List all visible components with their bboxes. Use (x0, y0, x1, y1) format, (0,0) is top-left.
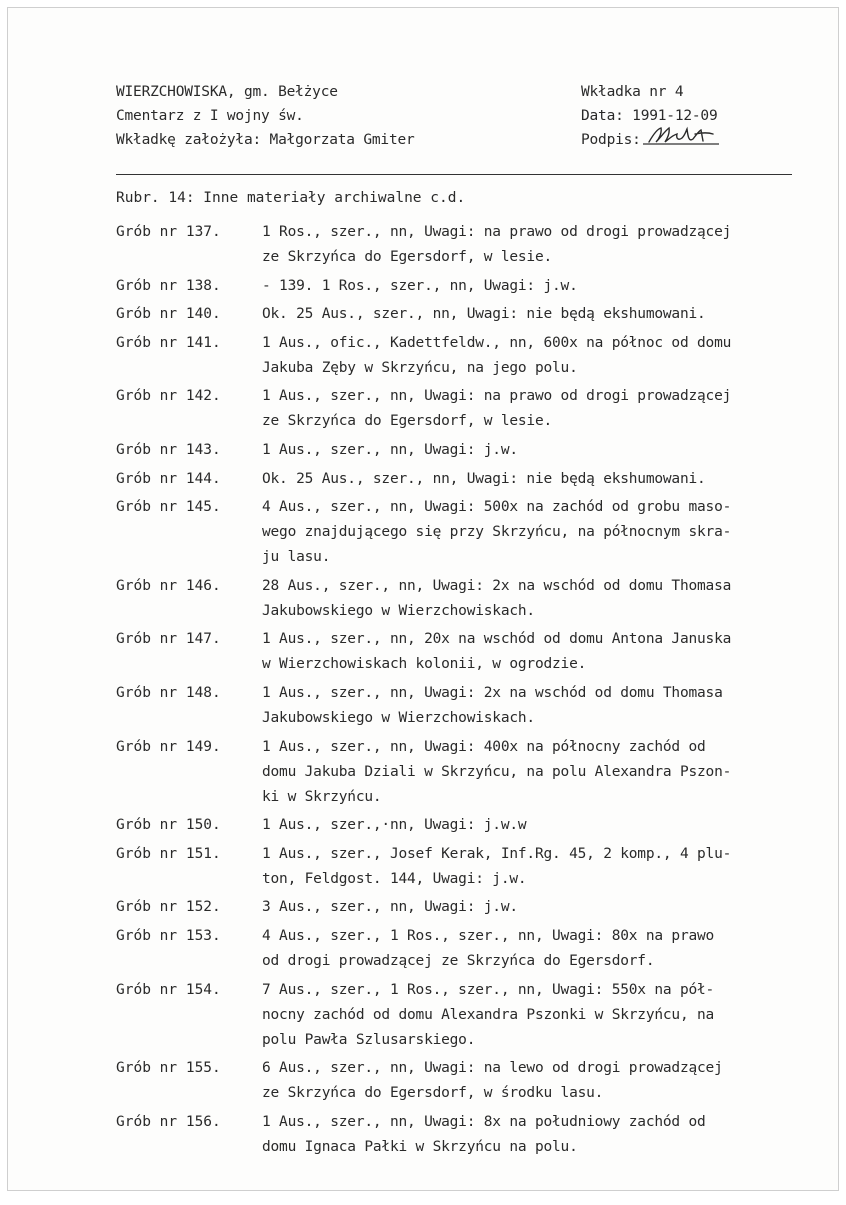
grave-description (262, 574, 836, 624)
grave-description-line: 1 Ros., szer., nn, Uwagi: na prawo od drogi prowadzącej (262, 224, 732, 240)
grave-description (262, 467, 836, 492)
grave-number: Grób nr 140. (116, 306, 221, 323)
grave-entry (116, 220, 836, 270)
document-body (116, 186, 836, 1163)
header-signature-row (581, 128, 725, 152)
grave-description-line: Ok. 25 Aus., szer., nn, Uwagi: nie będą ekshumowani. (262, 470, 706, 487)
grave-description-line: 1 Aus., szer., nn, Uwagi: na prawo od drogi prowadzącej (262, 388, 732, 405)
grave-description (262, 924, 836, 974)
grave-entry (116, 627, 836, 677)
grave-entry (116, 467, 836, 492)
grave-description (262, 1056, 836, 1106)
grave-description-line: w Wierzchowiskach kolonii, w ogrodzie. (262, 656, 587, 673)
grave-description (262, 978, 836, 1053)
grave-description-line: Jakubowskiego w Wierzchowiskach. (262, 602, 535, 619)
grave-number: Grób nr 155. (116, 1060, 221, 1077)
grave-description-line: nocny zachód od domu Alexandra Pszonki w Skrzyńcu, na (262, 1006, 715, 1023)
grave-description (262, 220, 836, 270)
rubric-heading: Rubr. 14: Inne materiały archiwalne c.d. (116, 190, 466, 206)
grave-number: Grób nr 147. (116, 631, 221, 648)
grave-description-line: Jakubowskiego w Wierzchowiskach. (262, 709, 535, 726)
grave-entry (116, 438, 836, 463)
grave-description-line: ki w Skrzyńcu. (262, 788, 382, 805)
grave-description-line: ze Skrzyńca do Egersdorf, w lesie. (262, 249, 553, 265)
grave-number: Grób nr 143. (116, 441, 221, 458)
grave-entry (116, 813, 836, 838)
grave-number: Grób nr 144. (116, 470, 221, 487)
grave-description-line: 4 Aus., szer., 1 Ros., szer., nn, Uwagi: 80x na prawo (262, 927, 715, 944)
grave-description-line: - 139. 1 Ros., szer., nn, Uwagi: j.w. (262, 277, 578, 294)
document-page (7, 7, 839, 1191)
grave-entry (116, 495, 836, 570)
grave-description (262, 895, 836, 920)
grave-description-line: od drogi prowadzącej ze Skrzyńca do Egersdorf. (262, 952, 655, 969)
header-author: Wkładkę założyła: Małgorzata Gmiter (116, 132, 415, 148)
grave-entry (116, 978, 836, 1053)
grave-entries-list (116, 220, 836, 1160)
grave-entry (116, 842, 836, 892)
grave-number: Grób nr 145. (116, 499, 221, 516)
grave-description-line: wego znajdującego się przy Skrzyńcu, na północnym skra- (262, 524, 732, 541)
grave-description-line: polu Pawła Szlusarskiego. (262, 1031, 476, 1048)
grave-number: Grób nr 156. (116, 1113, 221, 1130)
grave-description-line: ton, Feldgost. 144, Uwagi: j.w. (262, 870, 527, 887)
grave-description-line: 4 Aus., szer., nn, Uwagi: 500x na zachód od grobu maso- (262, 499, 732, 516)
grave-description-line: Jakuba Zęby w Skrzyńcu, na jego polu. (262, 359, 578, 376)
header-cemetery: Cmentarz z I wojny św. (116, 108, 304, 124)
header-left-block (116, 80, 415, 152)
header-divider (116, 174, 792, 175)
grave-description-line: ze Skrzyńca do Egersdorf, w środku lasu. (262, 1085, 604, 1102)
grave-description (262, 331, 836, 381)
signature-label: Podpis: (581, 132, 641, 148)
handwritten-signature (643, 125, 725, 147)
grave-number: Grób nr 141. (116, 334, 221, 351)
grave-description-line: 1 Aus., szer., nn, Uwagi: 2x na wschód od domu Thomasa (262, 684, 723, 701)
grave-entry (116, 895, 836, 920)
grave-description (262, 384, 836, 434)
grave-entry (116, 1110, 836, 1160)
grave-description-line: 1 Aus., szer., Josef Kerak, Inf.Rg. 45, 2 komp., 4 plu- (262, 845, 732, 862)
grave-description (262, 438, 836, 463)
header-insert-number: Wkładka nr 4 (581, 84, 684, 100)
grave-entry (116, 331, 836, 381)
grave-description-line: domu Jakuba Dziali w Skrzyńcu, na polu Alexandra Pszon- (262, 763, 732, 780)
grave-number: Grób nr 137. (116, 224, 221, 240)
grave-description (262, 735, 836, 810)
grave-description (262, 842, 836, 892)
grave-description-line: 1 Aus., szer., nn, Uwagi: j.w. (262, 441, 518, 458)
grave-description-line: 28 Aus., szer., nn, Uwagi: 2x na wschód od domu Thomasa (262, 577, 732, 594)
grave-number: Grób nr 148. (116, 684, 221, 701)
grave-number: Grób nr 142. (116, 388, 221, 405)
grave-number: Grób nr 154. (116, 981, 221, 998)
grave-number: Grób nr 149. (116, 738, 221, 755)
grave-description (262, 1110, 836, 1160)
header-right-block (581, 80, 725, 152)
grave-entry (116, 384, 836, 434)
grave-description (262, 302, 836, 327)
grave-number: Grób nr 138. (116, 277, 221, 294)
grave-description (262, 274, 836, 299)
grave-entry (116, 302, 836, 327)
grave-description-line: ju lasu. (262, 549, 331, 566)
grave-description-line: 7 Aus., szer., 1 Ros., szer., nn, Uwagi: 550x na pół- (262, 981, 715, 998)
header-date: Data: 1991-12-09 (581, 108, 718, 124)
grave-number: Grób nr 152. (116, 899, 221, 916)
grave-number: Grób nr 146. (116, 577, 221, 594)
grave-description-line: domu Ignaca Pałki w Skrzyńcu na polu. (262, 1138, 578, 1155)
grave-entry (116, 1056, 836, 1106)
header-locality: WIERZCHOWISKA, gm. Bełżyce (116, 84, 338, 100)
grave-description (262, 681, 836, 731)
grave-number: Grób nr 153. (116, 927, 221, 944)
grave-description-line: 1 Aus., szer.,·nn, Uwagi: j.w.w (262, 817, 527, 834)
grave-entry (116, 735, 836, 810)
grave-entry (116, 681, 836, 731)
grave-description-line: 1 Aus., szer., nn, 20x na wschód od domu Antona Januska (262, 631, 732, 648)
grave-description (262, 495, 836, 570)
grave-description-line: ze Skrzyńca do Egersdorf, w lesie. (262, 413, 553, 430)
grave-entry (116, 574, 836, 624)
grave-description (262, 813, 836, 838)
grave-number: Grób nr 150. (116, 817, 221, 834)
grave-description-line: 1 Aus., szer., nn, Uwagi: 8x na południowy zachód od (262, 1113, 706, 1130)
grave-description (262, 627, 836, 677)
grave-description-line: 1 Aus., ofic., Kadettfeldw., nn, 600x na północ od domu (262, 334, 732, 351)
grave-entry (116, 274, 836, 299)
grave-description-line: 6 Aus., szer., nn, Uwagi: na lewo od drogi prowadzącej (262, 1060, 723, 1077)
grave-description-line: 3 Aus., szer., nn, Uwagi: j.w. (262, 899, 518, 916)
grave-description-line: 1 Aus., szer., nn, Uwagi: 400x na północny zachód od (262, 738, 706, 755)
grave-number: Grób nr 151. (116, 845, 221, 862)
grave-entry (116, 924, 836, 974)
grave-description-line: Ok. 25 Aus., szer., nn, Uwagi: nie będą ekshumowani. (262, 306, 706, 323)
